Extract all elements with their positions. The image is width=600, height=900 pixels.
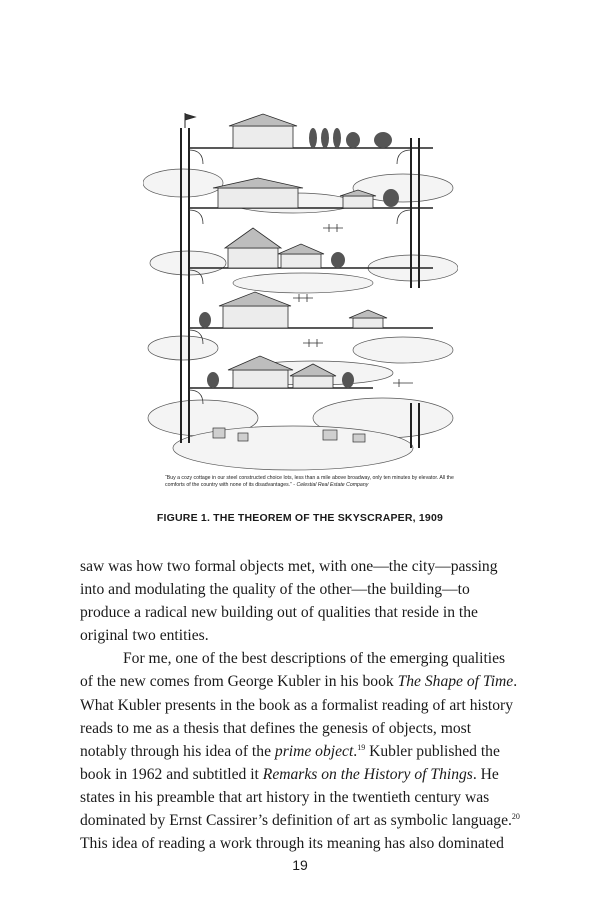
caption-quote: “Buy a cozy cottage in our steel constructed choice lots, less than a mile above broadway, only ten minutes by elevator. All the comforts of the country with none of its disadvantages.” - — [165, 475, 454, 488]
footnote-ref-19[interactable]: 19 — [357, 742, 366, 752]
figure-title: FIGURE 1. THE THEOREM OF THE SKYSCRAPER, 1909 — [156, 512, 444, 524]
body-text — [80, 555, 520, 855]
book-title: The Shape of Time — [397, 673, 514, 691]
skyscraper-illustration — [143, 88, 458, 484]
caption-credit: Celestial Real Estate Company — [296, 482, 369, 488]
figure-caption — [165, 475, 455, 489]
paragraph-1: saw was how two formal objects met, with one—the city—passing into and modulating the quality of the other—the building—to produce a radical new building out of qualities that reside in the original two entities. — [80, 558, 498, 645]
prime-object-term: prime object — [274, 742, 354, 760]
book-subtitle: Remarks on the History of Things — [262, 765, 473, 783]
paragraph-2: For me, one of the best descriptions of the emerging qualities of the new comes from George Kubler in his book The Shape of Time. What Kubler presents in the book as a formalist reading of art history reads to me as a thesis that defines the genesis of objects, most notably through his idea of the prime object.$^{19}$ Kubler published the book in 1962 and subtitled it Remarks on the History of Things. He states in his preamble that art history in the twentieth century was dominated by Ernst Cassirer’s definition of art as symbolic language.$^{20}$ This idea of reading a work through its meaning has also dominated — [80, 650, 520, 853]
footnote-ref-20[interactable]: 20 — [511, 811, 520, 821]
page-number: 19 — [292, 857, 308, 873]
